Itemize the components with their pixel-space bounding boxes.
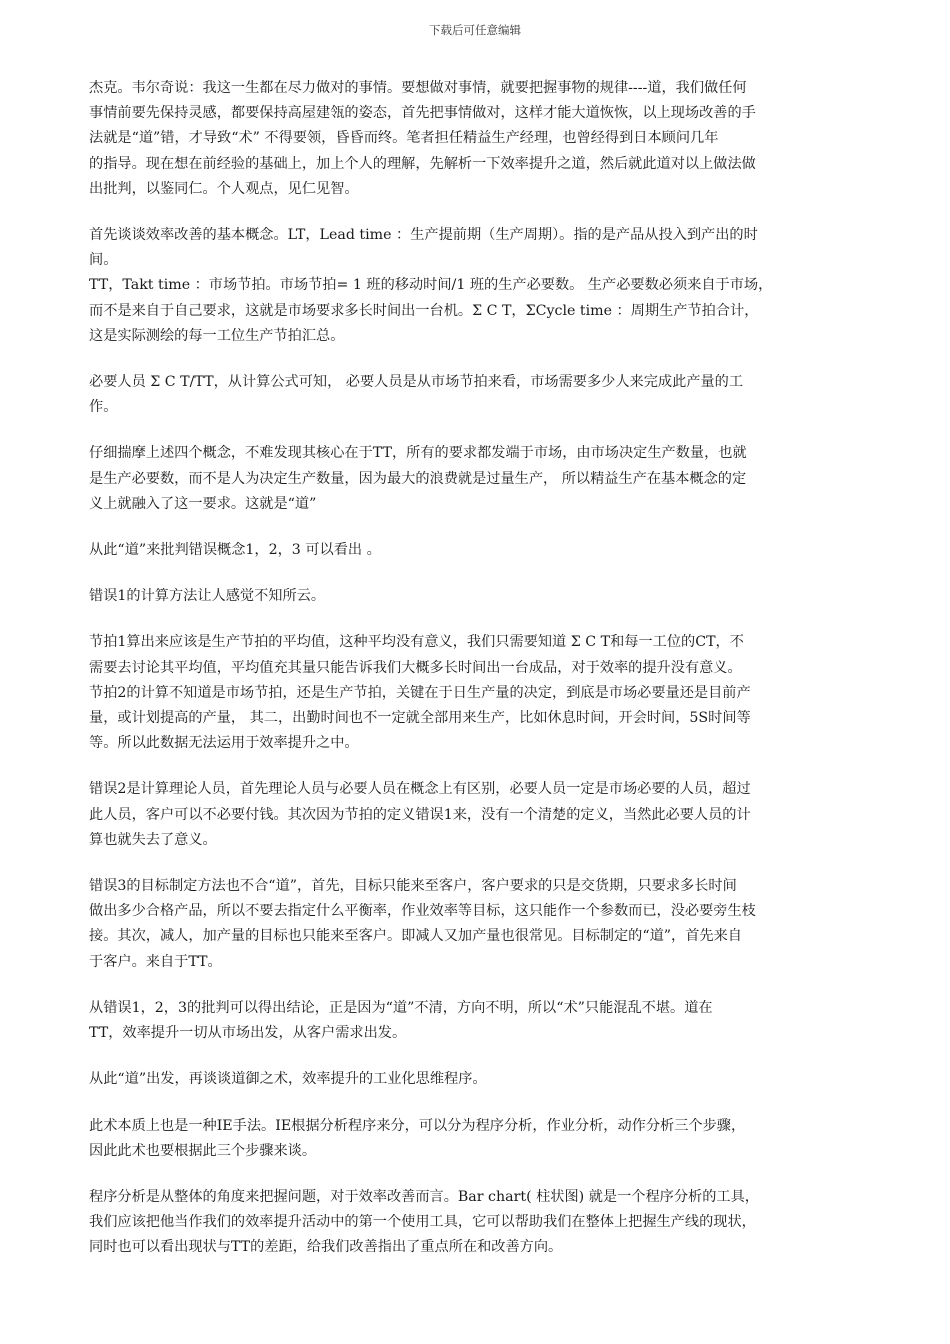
text-line: 等。所以此数据无法运用于效率提升之中。 (89, 735, 359, 752)
text-line: 从错误1，2，3的批判可以得出结论，正是因为“道”不清，方向不明，所以“术”只能混乱不堪。道在 (89, 999, 713, 1016)
text-line: 的指导。现在想在前经验的基础上，加上个人的理解，先解析一下效率提升之道，然后就此道对以上做法做 (89, 155, 756, 172)
paragraph-required-staff (89, 370, 881, 420)
text-line: 间。 (89, 252, 118, 269)
text-line: 杰克。韦尔奇说：我这一生都在尽力做对的事情。要想做对事情，就要把握事物的规律----道，我们做任何 (89, 80, 747, 96)
text-line: 仔细揣摩上述四个概念，不难发现其核心在于TT，所有的要求都发端于市场，由市场决定生产数量，也就 (89, 445, 747, 462)
paragraph-ie-method (89, 1114, 881, 1164)
text-line: 需要去讨论其平均值，平均值充其量只能告诉我们大概多长时间出一台成品，对于效率的提升没有意义。 (89, 659, 742, 676)
document-body (89, 76, 881, 1282)
paragraph-takt-analysis (89, 630, 881, 756)
paragraph-concepts (89, 223, 881, 349)
paragraph-core-tt (89, 441, 881, 517)
text-line: 这是实际测绘的每一工位生产节拍汇总。 (89, 327, 345, 344)
text-line: 此人员，客户可以不必要付钱。其次因为节拍的定义错误1来，没有一个清楚的定义，当然此必要人员的计 (89, 806, 751, 823)
text-line: 于客户。来自于TT。 (89, 953, 222, 970)
text-line: 做出多少合格产品，所以不要去指定什么平衡率，作业效率等目标，这只能作一个参数而已，没必要旁生枝 (89, 903, 756, 920)
text-line: TT，效率提升一切从市场出发，从客户需求出发。 (89, 1025, 407, 1042)
text-line: 法就是“道”错，才导致“术” 不得要领，昏昏而终。笔者担任精益生产经理，也曾经得到日本顾问几年 (89, 130, 719, 147)
text-line: 程序分析是从整体的角度来把握问题，对于效率改善而言。Bar chart( 柱状图) 就是一个程序分析的工具， (89, 1188, 759, 1205)
text-line: 我们应该把他当作我们的效率提升活动中的第一个使用工具，它可以帮助我们在整体上把握生产线的现状， (89, 1214, 756, 1231)
text-line: TT，Takt time ：市场节拍。市场节拍= 1 班的移动时间/1 班的生产必要数。 生产必要数必须来自于市场， (89, 277, 773, 294)
text-line: 而不是来自于自己要求，这就是市场要求多长时间出一台机。Σ C T，ΣCycle time ：周期生产节拍合计， (89, 302, 759, 319)
paragraph-error-3 (89, 874, 881, 975)
paragraph-program-analysis (89, 1185, 881, 1261)
text-line: 首先谈谈效率改善的基本概念。LT，Lead time ：生产提前期（生产周期）。指的是产品从投入到产出的时 (89, 227, 758, 244)
text-line: 必要人员 Σ C T/TT，从计算公式可知， 必要人员是从市场节拍来看，市场需要多少人来完成此产量的工 (89, 374, 744, 391)
text-line: 错误2是计算理论人员，首先理论人员与必要人员在概念上有区别，必要人员一定是市场必要的人员，超过 (89, 781, 751, 798)
text-line: 节拍2的计算不知道是市场节拍，还是生产节拍，关键在于日生产量的决定，到底是市场必要量还是目前产 (89, 684, 751, 701)
text-line: 从此“道”来批判错误概念1，2，3 可以看出 。 (89, 542, 381, 559)
text-line: 是生产必要数，而不是人为决定生产数量，因为最大的浪费就是过量生产， 所以精益生产在基本概念的定 (89, 470, 747, 487)
paragraph-error-1 (89, 584, 881, 609)
text-line: 作。 (89, 399, 118, 416)
text-line: 义上就融入了这一要求。这就是“道” (89, 495, 317, 512)
text-line: 接。其次，减人，加产量的目标也只能来至客户。即减人又加产量也很常见。目标制定的“道”，首先来自 (89, 928, 742, 945)
paragraph-intro (89, 76, 881, 202)
paragraph-error-2 (89, 777, 881, 853)
page-header: 下载后可任意编辑 (429, 23, 521, 37)
text-line: 错误1的计算方法让人感觉不知所云。 (89, 588, 326, 605)
text-line: 错误3的目标制定方法也不合“道”，首先，目标只能来至客户，客户要求的只是交货期，只要求多长时间 (89, 878, 737, 895)
paragraph-critique-intro (89, 538, 881, 563)
text-line: 同时也可以看出现状与TT的差距，给我们改善指出了重点所在和改善方向。 (89, 1239, 563, 1256)
paragraph-conclusion (89, 996, 881, 1046)
text-line: 算也就失去了意义。 (89, 831, 217, 848)
text-line: 因此此术也要根据此三个步骤来谈。 (89, 1142, 317, 1159)
text-line: 出批判，以鉴同仁。个人观点，见仁见智。 (89, 180, 359, 197)
text-line: 事情前要先保持灵感，都要保持高屋建瓴的姿态，首先把事情做对，这样才能大道恢恢，以上现场改善的手 (89, 105, 756, 122)
text-line: 从此“道”出发，再谈谈道御之术，效率提升的工业化思维程序。 (89, 1071, 487, 1088)
paragraph-method-intro (89, 1067, 881, 1092)
text-line: 节拍1算出来应该是生产节拍的平均值，这种平均没有意义，我们只需要知道 Σ C T和每一工位的CT，不 (89, 634, 744, 651)
text-line: 此术本质上也是一种IE手法。IE根据分析程序来分，可以分为程序分析，作业分析，动作分析三个步骤， (89, 1117, 746, 1134)
text-line: 量，或计划提高的产量， 其二，出勤时间也不一定就全部用来生产，比如休息时间，开会时间，5S时间等 (89, 710, 751, 727)
